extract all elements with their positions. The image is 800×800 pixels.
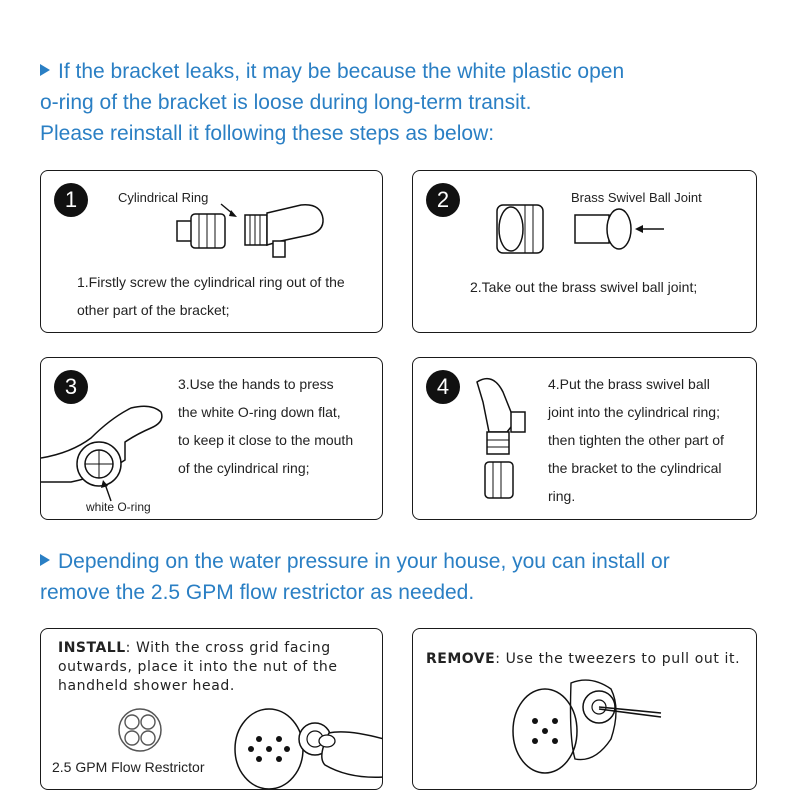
install-line-1: : With the cross grid facing [125,640,331,656]
step-4-line-2: joint into the cylindrical ring; [548,404,720,420]
step-3-callout: white O-ring [86,500,151,514]
hand-pressing-o-ring-illustration [41,398,171,498]
step-2-line-1: 2.Take out the brass swivel ball joint; [470,279,698,295]
step-4-line-3: then tighten the other part of [548,432,724,448]
step-3-line-4: of the cylindrical ring; [178,460,310,476]
flow-restrictor-icon [117,707,163,753]
triangle-bullet-icon [40,554,50,566]
remove-tweezers-illustration [511,679,671,779]
flow-restrictor-label: 2.5 GPM Flow Restrictor [52,759,205,775]
step-3-panel [40,357,383,520]
step-2-number: 2 [426,183,460,217]
intro-line-3: Please reinstall it following these steps as below: [40,122,495,145]
step-4-line-4: the bracket to the cylindrical [548,460,722,476]
step-4-text [548,370,753,510]
step-1-panel [40,170,383,333]
step-4-line-5: ring. [548,488,576,504]
install-line-3: handheld shower head. [58,678,235,694]
intro-heading [40,56,624,149]
pressure-line-2: remove the 2.5 GPM flow restrictor as needed. [40,581,475,604]
step-1-line-2: other part of the bracket; [77,302,230,318]
pressure-heading [40,546,670,608]
step-1-text [77,268,377,324]
install-line-2: outwards, place it into the nut of the [58,659,338,675]
step-3-line-3: to keep it close to the mouth [178,432,354,448]
remove-panel [412,628,757,790]
step-1-number: 1 [54,183,88,217]
install-panel [40,628,383,790]
step-1-line-1: 1.Firstly screw the cylindrical ring out of the [77,274,345,290]
step-2-panel [412,170,757,333]
step-3-line-2: the white O-ring down flat, [178,404,341,420]
step-4-number: 4 [426,370,460,404]
step-4-panel [412,357,757,520]
remove-keyword: REMOVE [426,651,496,667]
step-4-line-1: 4.Put the brass swivel ball [548,376,710,392]
step-1-callout: Cylindrical Ring [118,190,209,205]
step-3-line-1: 3.Use the hands to press [178,376,334,392]
cylindrical-ring-illustration [161,201,341,261]
intro-line-1: If the bracket leaks, it may be because the white plastic open [58,60,625,83]
remove-line: : Use the tweezers to pull out it. [495,651,741,667]
install-hand-illustration [229,699,383,790]
step-3-text [178,370,378,482]
brass-swivel-ball-joint-illustration [489,199,729,259]
step-2-callout: Brass Swivel Ball Joint [571,190,702,205]
remove-text [426,650,756,669]
install-keyword: INSTALL [58,640,126,656]
step-2-text [470,273,750,301]
triangle-bullet-icon [40,64,50,76]
pressure-line-1: Depending on the water pressure in your house, you can install or [58,550,670,573]
intro-line-2: o-ring of the bracket is loose during long-term transit. [40,91,532,114]
assembly-illustration [463,372,543,512]
install-text [58,639,378,696]
step-3-number: 3 [54,370,88,404]
